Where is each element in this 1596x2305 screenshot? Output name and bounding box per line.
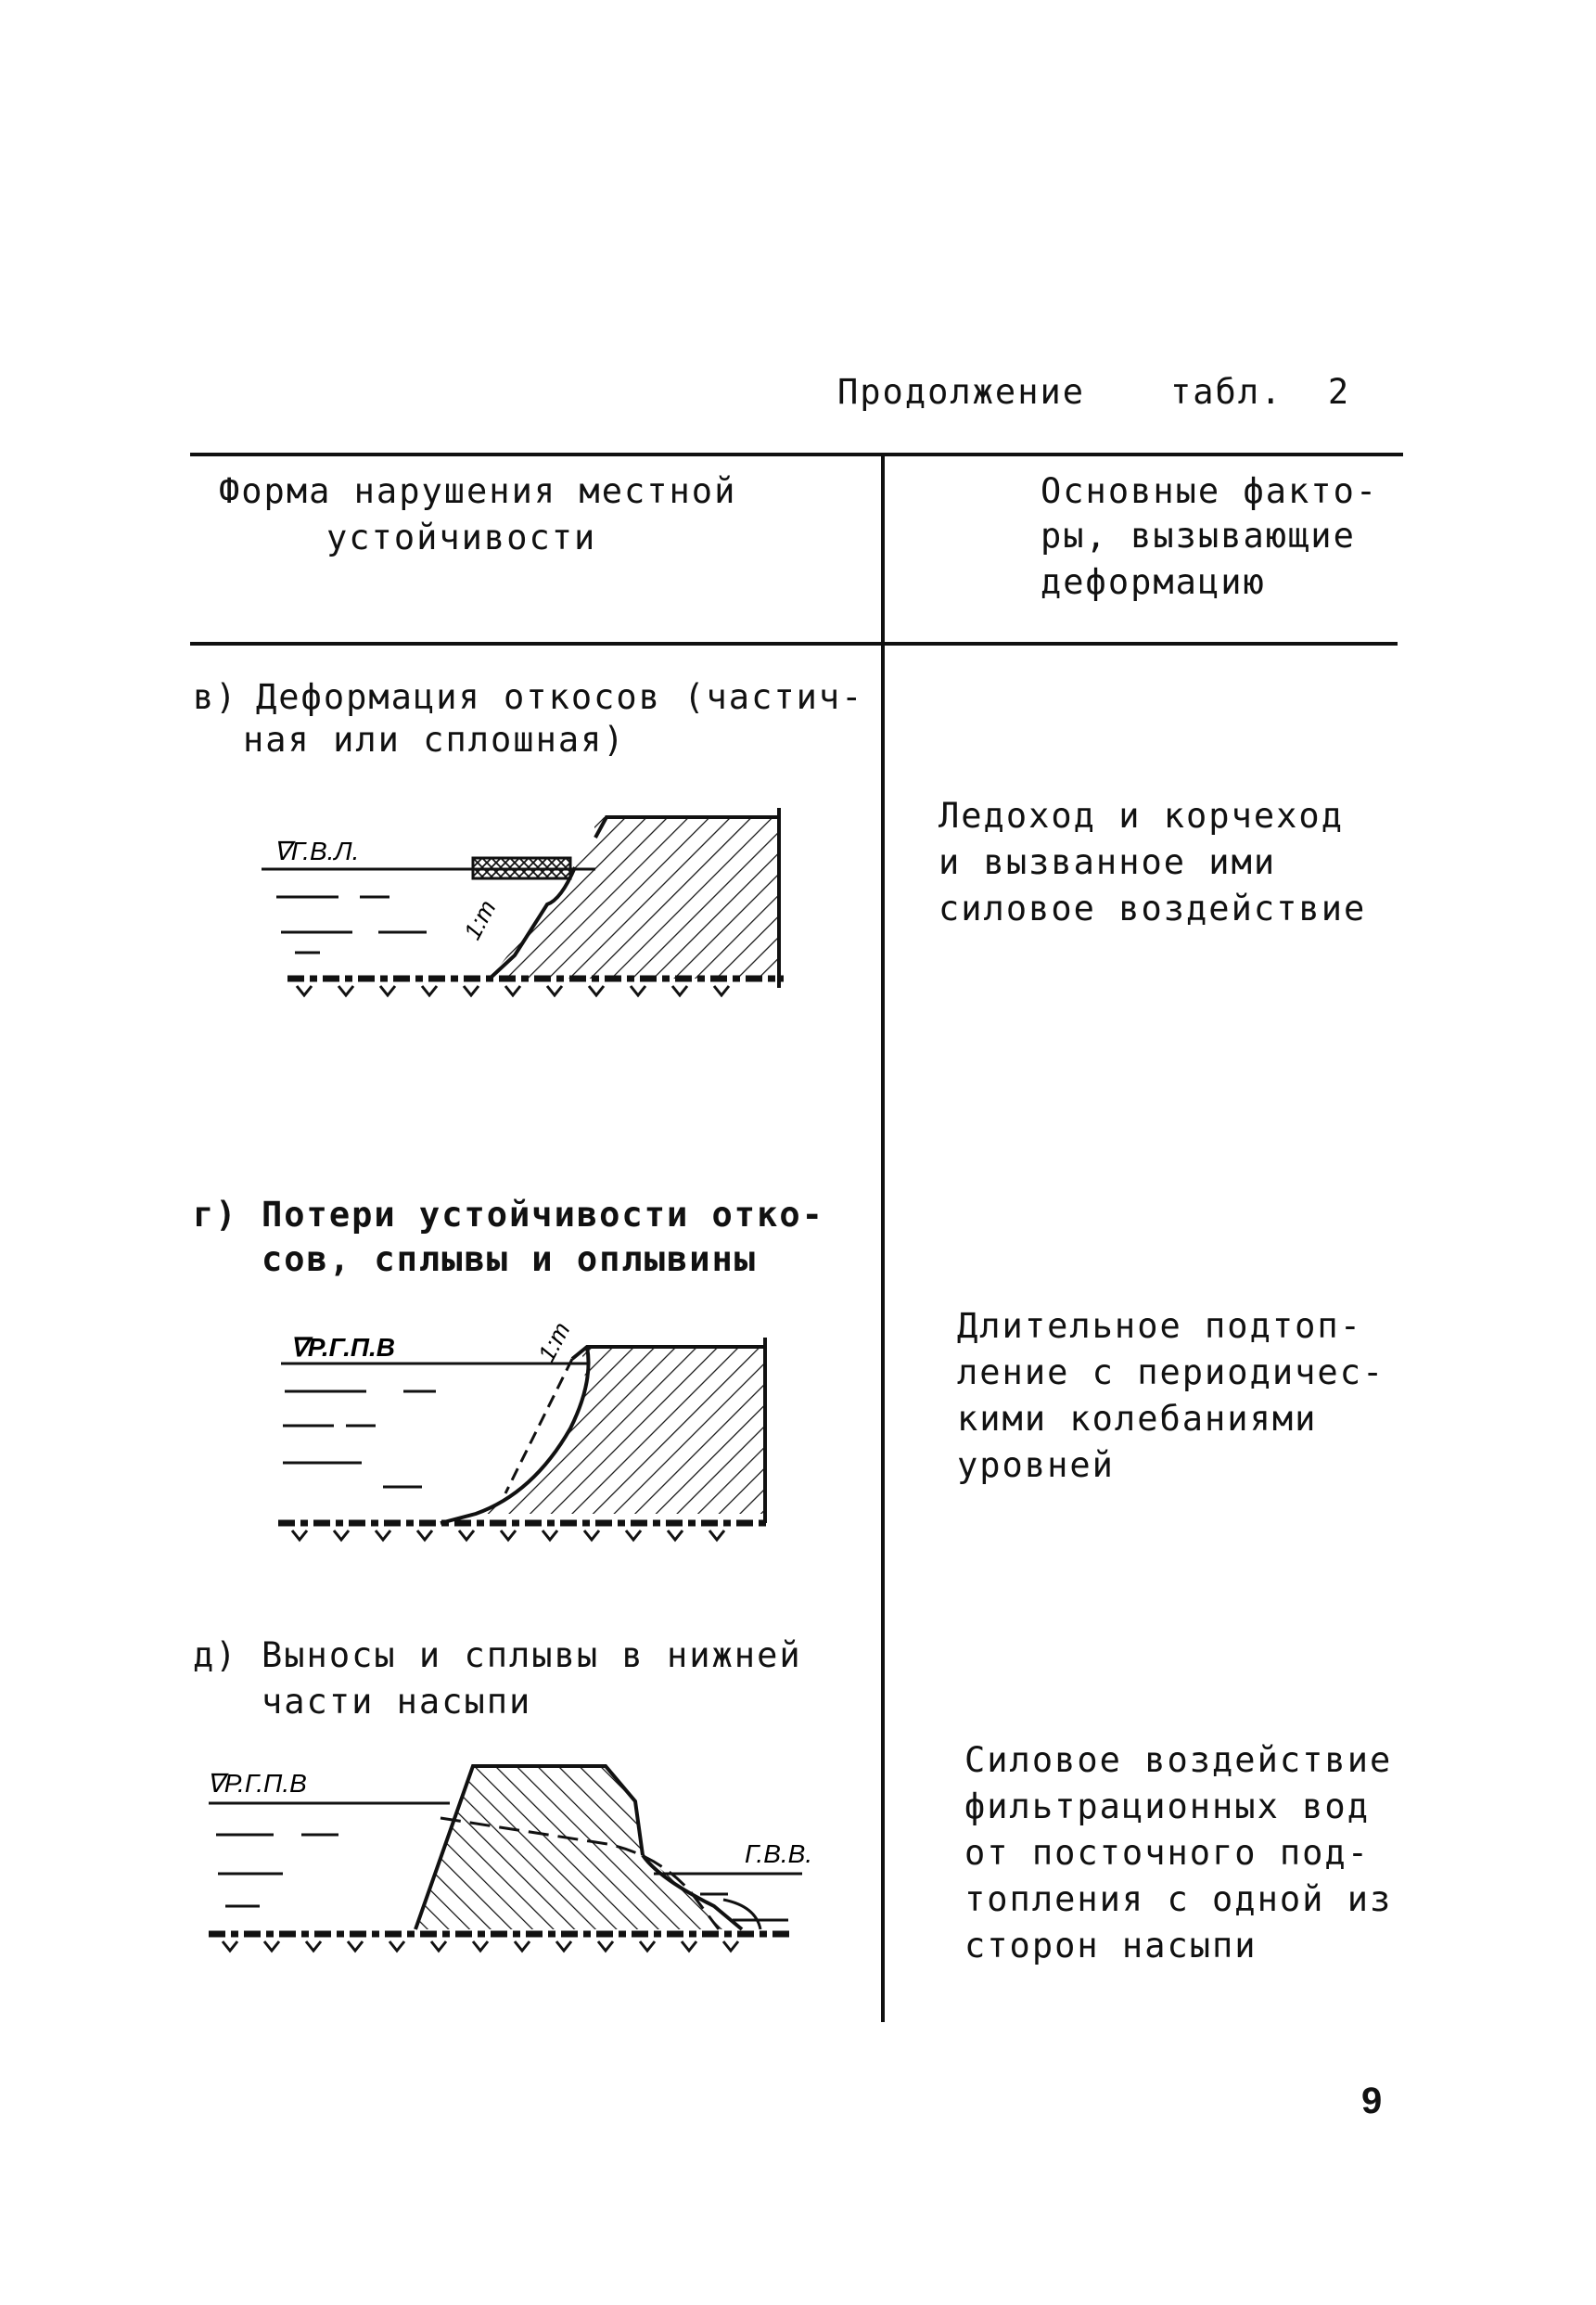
continuation-label: Продолжение xyxy=(837,372,1086,412)
water-level-label-g: ∇Р.Г.П.В xyxy=(290,1333,396,1362)
water-level-label-d: ∇Р.Г.П.В xyxy=(207,1769,307,1798)
slope-deformation-figure xyxy=(250,793,788,1006)
row-g-factors-line3: кими колебаниями xyxy=(957,1399,1318,1439)
row-d-factors-line5: сторон насыпи xyxy=(964,1926,1258,1966)
row-v-form-line1: Деформация откосов (частич- xyxy=(256,677,864,717)
row-g-factors-line4: уровней xyxy=(957,1445,1115,1485)
row-d-factors-line3: от посточного под- xyxy=(964,1833,1370,1873)
row-g-letter: г) xyxy=(193,1195,238,1235)
col1-header-line2: устойчивости xyxy=(326,518,597,557)
row-g-factors-line1: Длительное подтоп- xyxy=(957,1306,1362,1346)
row-v-factors-line3: силовое воздействие xyxy=(938,889,1367,928)
row-d-factors-line1: Силовое воздействие xyxy=(964,1740,1393,1780)
row-d-letter: д) xyxy=(193,1635,238,1675)
column-divider xyxy=(881,455,885,2022)
col2-header-line2: ры, вызывающие xyxy=(1041,516,1356,556)
col2-header-line3: деформацию xyxy=(1041,562,1266,602)
slope-stability-loss-figure xyxy=(274,1308,793,1549)
row-g-factors-line2: ление с периодичес- xyxy=(957,1352,1385,1392)
row-d-form-line1: Выносы и сплывы в нижней xyxy=(262,1635,802,1675)
row-d-form-line2: части насыпи xyxy=(262,1682,532,1722)
row-v-letter: в) xyxy=(193,677,238,717)
row-v-factors-line2: и вызванное ими xyxy=(938,842,1277,882)
table-reference: табл. 2 xyxy=(1170,372,1351,412)
row-g-form-line2: сов, сплывы и оплывины xyxy=(262,1239,758,1279)
table-top-rule xyxy=(190,453,1403,456)
col2-header-line1: Основные факто- xyxy=(1041,471,1379,511)
slope-ratio-label-g: 1:m xyxy=(531,1317,576,1366)
row-g-form-line1: Потери устойчивости отко- xyxy=(262,1195,824,1235)
groundwater-label: Г.В.В. xyxy=(745,1839,813,1868)
row-v-form-line2: ная или сплошная) xyxy=(243,720,626,760)
row-v-factors-line1: Ледоход и корчеход xyxy=(938,796,1344,836)
row-d-factors-line4: топления с одной из xyxy=(964,1879,1393,1919)
row-d-factors-line2: фильтрационных вод xyxy=(964,1786,1370,1826)
water-level-label: ∇Г.В.Л. xyxy=(274,837,360,865)
page-number: 9 xyxy=(1361,2081,1385,2121)
embankment-base-washout-figure xyxy=(199,1744,849,1966)
slope-ratio-label: 1:m xyxy=(457,895,502,944)
col1-header-line1: Форма нарушения местной xyxy=(219,471,737,511)
header-bottom-rule xyxy=(190,642,1398,646)
